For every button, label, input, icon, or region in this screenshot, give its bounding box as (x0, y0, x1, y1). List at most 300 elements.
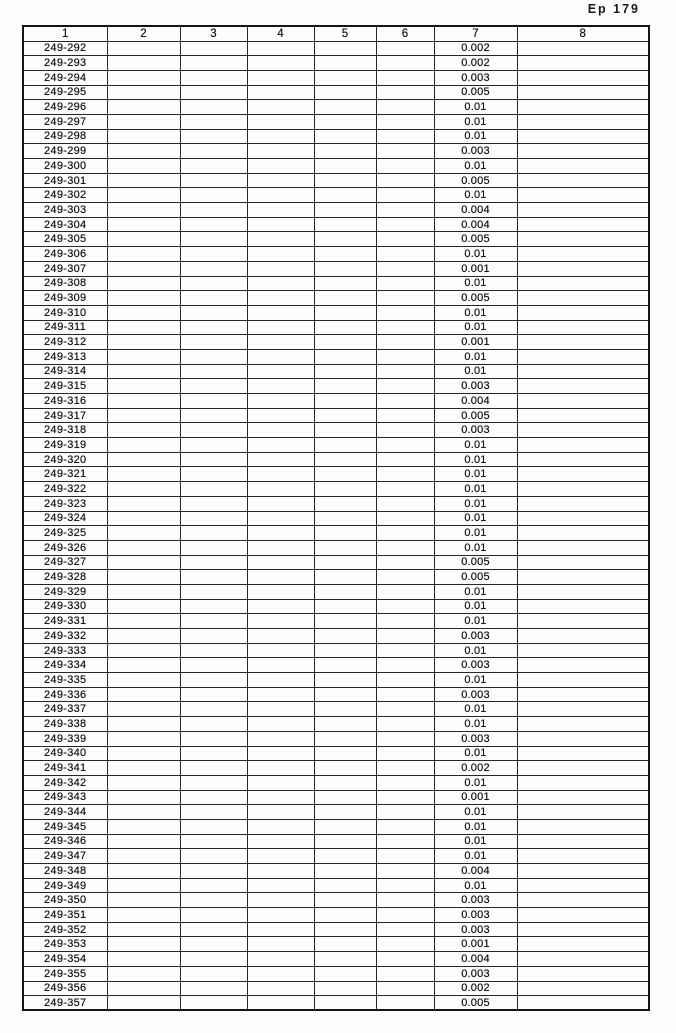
empty-cell (517, 584, 649, 599)
empty-cell (314, 261, 376, 276)
empty-cell (376, 555, 434, 570)
empty-cell (107, 526, 180, 541)
table-row (23, 864, 649, 879)
empty-cell (314, 614, 376, 629)
empty-cell (314, 247, 376, 262)
value-cell: 0.01 (434, 320, 517, 335)
compound-data-table (22, 25, 650, 1011)
empty-cell (180, 467, 247, 482)
empty-cell (180, 305, 247, 320)
table-row (23, 467, 649, 482)
empty-cell (314, 276, 376, 291)
empty-cell (376, 452, 434, 467)
row-id-cell: 249-327 (23, 555, 107, 570)
empty-cell (247, 56, 314, 71)
empty-cell (376, 85, 434, 100)
empty-cell (376, 349, 434, 364)
empty-cell (247, 482, 314, 497)
empty-cell (517, 56, 649, 71)
empty-cell (517, 775, 649, 790)
table-row (23, 599, 649, 614)
empty-cell (107, 173, 180, 188)
empty-cell (107, 540, 180, 555)
empty-cell (517, 952, 649, 967)
empty-cell (314, 452, 376, 467)
value-cell: 0.003 (434, 379, 517, 394)
empty-cell (517, 966, 649, 981)
empty-cell (376, 717, 434, 732)
empty-cell (247, 408, 314, 423)
empty-cell (314, 819, 376, 834)
value-cell: 0.01 (434, 849, 517, 864)
empty-cell (314, 423, 376, 438)
value-cell: 0.003 (434, 423, 517, 438)
row-id-cell: 249-305 (23, 232, 107, 247)
empty-cell (107, 658, 180, 673)
empty-cell (107, 908, 180, 923)
empty-cell (107, 849, 180, 864)
row-id-cell: 249-328 (23, 570, 107, 585)
empty-cell (107, 614, 180, 629)
row-id-cell: 249-354 (23, 952, 107, 967)
empty-cell (314, 805, 376, 820)
empty-cell (517, 540, 649, 555)
empty-cell (107, 496, 180, 511)
empty-cell (180, 878, 247, 893)
empty-cell (247, 129, 314, 144)
empty-cell (517, 100, 649, 115)
empty-cell (180, 408, 247, 423)
empty-cell (107, 188, 180, 203)
empty-cell (517, 511, 649, 526)
empty-cell (314, 232, 376, 247)
row-id-cell: 249-313 (23, 349, 107, 364)
row-id-cell: 249-336 (23, 687, 107, 702)
table-row (23, 761, 649, 776)
empty-cell (107, 673, 180, 688)
row-id-cell: 249-338 (23, 717, 107, 732)
table-row (23, 893, 649, 908)
row-id-cell: 249-322 (23, 482, 107, 497)
row-id-cell: 249-334 (23, 658, 107, 673)
empty-cell (180, 966, 247, 981)
empty-cell (247, 599, 314, 614)
empty-cell (376, 687, 434, 702)
value-cell: 0.003 (434, 144, 517, 159)
empty-cell (517, 247, 649, 262)
empty-cell (247, 629, 314, 644)
row-id-cell: 249-347 (23, 849, 107, 864)
empty-cell (517, 320, 649, 335)
empty-cell (247, 496, 314, 511)
empty-cell (517, 467, 649, 482)
empty-cell (247, 996, 314, 1011)
table-row (23, 349, 649, 364)
row-id-cell: 249-293 (23, 56, 107, 71)
empty-cell (107, 966, 180, 981)
empty-cell (247, 555, 314, 570)
empty-cell (180, 438, 247, 453)
empty-cell (107, 423, 180, 438)
empty-cell (376, 438, 434, 453)
empty-cell (180, 511, 247, 526)
empty-cell (107, 276, 180, 291)
empty-cell (107, 570, 180, 585)
empty-cell (314, 643, 376, 658)
empty-cell (247, 658, 314, 673)
empty-cell (247, 731, 314, 746)
empty-cell (107, 335, 180, 350)
empty-cell (376, 922, 434, 937)
empty-cell (376, 467, 434, 482)
value-cell: 0.003 (434, 966, 517, 981)
empty-cell (180, 981, 247, 996)
table-row (23, 291, 649, 306)
table-row (23, 922, 649, 937)
empty-cell (247, 100, 314, 115)
column-header-6: 6 (376, 26, 434, 41)
empty-cell (376, 599, 434, 614)
empty-cell (107, 394, 180, 409)
empty-cell (314, 349, 376, 364)
value-cell: 0.003 (434, 908, 517, 923)
row-id-cell: 249-307 (23, 261, 107, 276)
row-id-cell: 249-300 (23, 159, 107, 174)
empty-cell (180, 394, 247, 409)
table-row (23, 364, 649, 379)
row-id-cell: 249-296 (23, 100, 107, 115)
empty-cell (517, 878, 649, 893)
empty-cell (247, 849, 314, 864)
row-id-cell: 249-329 (23, 584, 107, 599)
empty-cell (376, 761, 434, 776)
empty-cell (180, 834, 247, 849)
empty-cell (314, 922, 376, 937)
empty-cell (247, 291, 314, 306)
empty-cell (180, 114, 247, 129)
empty-cell (376, 247, 434, 262)
empty-cell (314, 746, 376, 761)
empty-cell (180, 364, 247, 379)
empty-cell (180, 320, 247, 335)
table-row (23, 482, 649, 497)
table-row (23, 687, 649, 702)
empty-cell (107, 349, 180, 364)
table-row (23, 217, 649, 232)
empty-cell (376, 658, 434, 673)
value-cell: 0.01 (434, 643, 517, 658)
empty-cell (376, 291, 434, 306)
empty-cell (376, 394, 434, 409)
table-row (23, 320, 649, 335)
empty-cell (314, 203, 376, 218)
empty-cell (247, 173, 314, 188)
empty-cell (180, 261, 247, 276)
value-cell: 0.003 (434, 629, 517, 644)
empty-cell (314, 70, 376, 85)
value-cell: 0.003 (434, 687, 517, 702)
empty-cell (180, 937, 247, 952)
column-header-2: 2 (107, 26, 180, 41)
table-row (23, 717, 649, 732)
empty-cell (517, 335, 649, 350)
empty-cell (517, 893, 649, 908)
empty-cell (517, 731, 649, 746)
empty-cell (247, 394, 314, 409)
row-id-cell: 249-337 (23, 702, 107, 717)
row-id-cell: 249-348 (23, 864, 107, 879)
empty-cell (314, 56, 376, 71)
empty-cell (180, 85, 247, 100)
empty-cell (517, 864, 649, 879)
value-cell: 0.001 (434, 790, 517, 805)
empty-cell (247, 144, 314, 159)
empty-cell (376, 482, 434, 497)
table-row (23, 188, 649, 203)
row-id-cell: 249-314 (23, 364, 107, 379)
empty-cell (517, 819, 649, 834)
empty-cell (247, 438, 314, 453)
empty-cell (376, 981, 434, 996)
empty-cell (247, 305, 314, 320)
empty-cell (247, 819, 314, 834)
empty-cell (247, 320, 314, 335)
row-id-cell: 249-319 (23, 438, 107, 453)
empty-cell (247, 349, 314, 364)
row-id-cell: 249-325 (23, 526, 107, 541)
value-cell: 0.005 (434, 232, 517, 247)
table-row (23, 805, 649, 820)
empty-cell (247, 247, 314, 262)
value-cell: 0.01 (434, 496, 517, 511)
empty-cell (376, 790, 434, 805)
column-header-5: 5 (314, 26, 376, 41)
empty-cell (376, 893, 434, 908)
value-cell: 0.01 (434, 878, 517, 893)
empty-cell (107, 217, 180, 232)
table-row (23, 834, 649, 849)
empty-cell (376, 952, 434, 967)
table-row (23, 423, 649, 438)
value-cell: 0.004 (434, 394, 517, 409)
table-row (23, 540, 649, 555)
row-id-cell: 249-357 (23, 996, 107, 1011)
empty-cell (517, 276, 649, 291)
row-id-cell: 249-294 (23, 70, 107, 85)
empty-cell (247, 864, 314, 879)
row-id-cell: 249-295 (23, 85, 107, 100)
empty-cell (517, 908, 649, 923)
row-id-cell: 249-292 (23, 41, 107, 56)
table-row (23, 247, 649, 262)
row-id-cell: 249-301 (23, 173, 107, 188)
row-id-cell: 249-343 (23, 790, 107, 805)
empty-cell (376, 56, 434, 71)
empty-cell (376, 188, 434, 203)
value-cell: 0.004 (434, 864, 517, 879)
empty-cell (314, 100, 376, 115)
empty-cell (517, 805, 649, 820)
value-cell: 0.01 (434, 746, 517, 761)
empty-cell (180, 41, 247, 56)
empty-cell (107, 834, 180, 849)
empty-cell (107, 937, 180, 952)
empty-cell (314, 320, 376, 335)
empty-cell (247, 805, 314, 820)
value-cell: 0.002 (434, 981, 517, 996)
empty-cell (107, 364, 180, 379)
empty-cell (107, 805, 180, 820)
value-cell: 0.01 (434, 349, 517, 364)
empty-cell (376, 70, 434, 85)
empty-cell (517, 614, 649, 629)
empty-cell (517, 217, 649, 232)
empty-cell (180, 555, 247, 570)
empty-cell (517, 981, 649, 996)
empty-cell (180, 496, 247, 511)
row-id-cell: 249-341 (23, 761, 107, 776)
empty-cell (180, 570, 247, 585)
empty-cell (517, 658, 649, 673)
value-cell: 0.003 (434, 922, 517, 937)
empty-cell (517, 394, 649, 409)
value-cell: 0.005 (434, 85, 517, 100)
empty-cell (517, 996, 649, 1011)
value-cell: 0.01 (434, 673, 517, 688)
empty-cell (376, 173, 434, 188)
empty-cell (107, 114, 180, 129)
row-id-cell: 249-323 (23, 496, 107, 511)
table-row (23, 966, 649, 981)
empty-cell (247, 893, 314, 908)
table-row (23, 41, 649, 56)
empty-cell (180, 188, 247, 203)
empty-cell (107, 629, 180, 644)
empty-cell (314, 584, 376, 599)
table-row (23, 790, 649, 805)
row-id-cell: 249-330 (23, 599, 107, 614)
empty-cell (107, 584, 180, 599)
empty-cell (314, 966, 376, 981)
row-id-cell: 249-302 (23, 188, 107, 203)
empty-cell (180, 805, 247, 820)
empty-cell (180, 100, 247, 115)
empty-cell (180, 129, 247, 144)
empty-cell (376, 908, 434, 923)
empty-cell (376, 996, 434, 1011)
empty-cell (314, 673, 376, 688)
empty-cell (314, 570, 376, 585)
value-cell: 0.01 (434, 702, 517, 717)
empty-cell (180, 864, 247, 879)
empty-cell (247, 261, 314, 276)
value-cell: 0.01 (434, 100, 517, 115)
table-header-row (23, 26, 649, 41)
empty-cell (376, 305, 434, 320)
empty-cell (376, 584, 434, 599)
row-id-cell: 249-303 (23, 203, 107, 218)
value-cell: 0.01 (434, 717, 517, 732)
table-row (23, 746, 649, 761)
empty-cell (314, 188, 376, 203)
empty-cell (376, 526, 434, 541)
value-cell: 0.001 (434, 335, 517, 350)
empty-cell (180, 232, 247, 247)
row-id-cell: 249-315 (23, 379, 107, 394)
empty-cell (107, 922, 180, 937)
empty-cell (376, 144, 434, 159)
column-header-7: 7 (434, 26, 517, 41)
empty-cell (314, 159, 376, 174)
empty-cell (314, 658, 376, 673)
table-row (23, 952, 649, 967)
empty-cell (247, 966, 314, 981)
row-id-cell: 249-340 (23, 746, 107, 761)
row-id-cell: 249-344 (23, 805, 107, 820)
empty-cell (180, 849, 247, 864)
empty-cell (247, 952, 314, 967)
table-row (23, 511, 649, 526)
empty-cell (107, 761, 180, 776)
empty-cell (180, 731, 247, 746)
value-cell: 0.004 (434, 952, 517, 967)
empty-cell (247, 834, 314, 849)
empty-cell (107, 790, 180, 805)
empty-cell (247, 790, 314, 805)
value-cell: 0.01 (434, 819, 517, 834)
table-row (23, 85, 649, 100)
empty-cell (376, 496, 434, 511)
empty-cell (517, 717, 649, 732)
table-row (23, 673, 649, 688)
empty-cell (376, 570, 434, 585)
empty-cell (247, 203, 314, 218)
empty-cell (180, 291, 247, 306)
value-cell: 0.005 (434, 173, 517, 188)
table-row (23, 70, 649, 85)
empty-cell (247, 540, 314, 555)
value-cell: 0.003 (434, 70, 517, 85)
value-cell: 0.01 (434, 599, 517, 614)
empty-cell (247, 526, 314, 541)
row-id-cell: 249-345 (23, 819, 107, 834)
empty-cell (247, 364, 314, 379)
column-header-8: 8 (517, 26, 649, 41)
empty-cell (107, 511, 180, 526)
empty-cell (180, 482, 247, 497)
value-cell: 0.01 (434, 467, 517, 482)
row-id-cell: 249-333 (23, 643, 107, 658)
empty-cell (376, 819, 434, 834)
empty-cell (314, 173, 376, 188)
empty-cell (517, 761, 649, 776)
empty-cell (517, 349, 649, 364)
empty-cell (180, 775, 247, 790)
value-cell: 0.002 (434, 56, 517, 71)
table-row (23, 335, 649, 350)
value-cell: 0.01 (434, 834, 517, 849)
empty-cell (517, 114, 649, 129)
empty-cell (517, 364, 649, 379)
table-row (23, 775, 649, 790)
empty-cell (180, 452, 247, 467)
table-row (23, 114, 649, 129)
table-row (23, 394, 649, 409)
empty-cell (247, 232, 314, 247)
value-cell: 0.005 (434, 408, 517, 423)
value-cell: 0.01 (434, 276, 517, 291)
table-row (23, 584, 649, 599)
